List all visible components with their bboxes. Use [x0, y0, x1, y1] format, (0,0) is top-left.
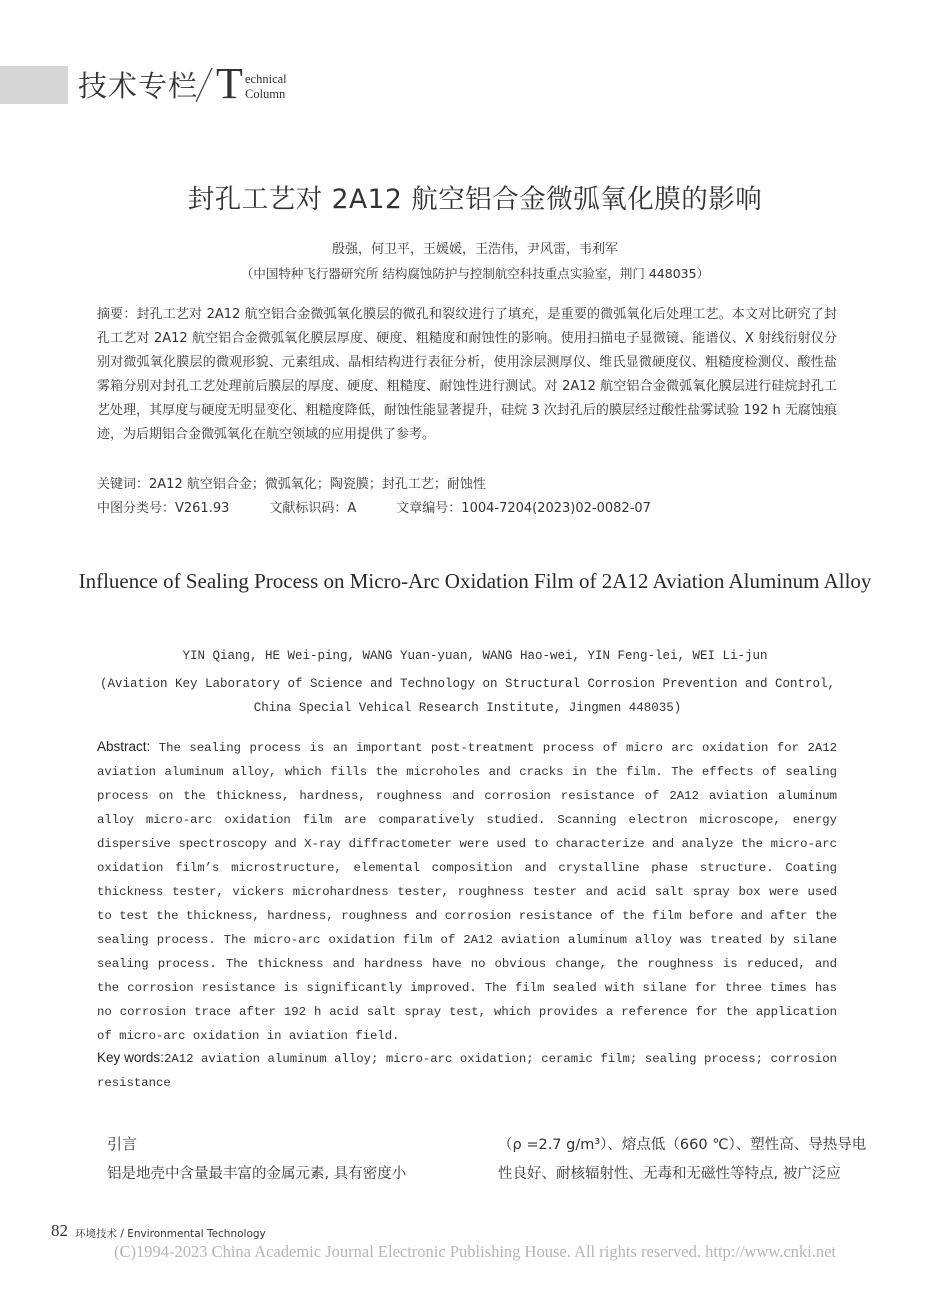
authors-cn: 殷强，何卫平，王媛媛，王浩伟，尹风雷，韦利军 — [331, 242, 618, 257]
keywords-cn-text: 2A12 航空铝合金；微弧氧化；陶瓷膜；封孔工艺；耐蚀性 — [149, 477, 486, 492]
affiliation-en: (Aviation Key Laboratory of Science and Technology on Structural Corrosion Prevention and Control, China Special Vehical Research Institute, Jingmen 448035) — [99, 677, 836, 715]
article-number: 文章编号：1004-7204(2023)02-0082-07 — [396, 501, 651, 516]
document-code: 文献标识码：A — [269, 501, 357, 516]
keywords-en — [97, 1046, 837, 1095]
section-title-en — [245, 72, 287, 102]
authors-en: YIN Qiang, HE Wei-ping, WANG Yuan-yuan, WANG Hao-wei, YIN Feng-lei, WEI Li-jun — [182, 649, 768, 663]
body-text-column2-line1: （ρ =2.7 g/m³）、熔点低（660 ℃）、塑性高、导热导电 — [498, 1137, 867, 1153]
section-title-en-line1: echnical — [245, 72, 287, 86]
header-gray-bar — [0, 66, 68, 104]
page-number: 82 — [51, 1221, 68, 1240]
section-title-cn: 技术专栏 — [78, 69, 199, 103]
section-heading-introduction: 引言 — [107, 1135, 138, 1153]
abstract-cn-text: 封孔工艺对 2A12 航空铝合金微弧氧化膜层的微孔和裂纹进行了填充，是重要的微弧氧化后处理工艺。本文对比研究了封孔工艺对 2A12 航空铝合金微弧氧化膜层厚度、硬度、粗糙度和耐蚀性的影响。使用扫描电子显微镜、能谱仪、X 射线衍射仪分别对微弧氧化膜层的微观形貌、元素组成、晶相结构进行表征分析，使用涂层测厚仪、维氏显微硬度仪、粗糙度检测仪、酸性盐雾箱分别对封孔工艺处理前后膜层的厚度、硬度、粗糙度、耐蚀性进行测试。对 2A12 航空铝合金微弧氧化膜层进行硅烷封孔工艺处理，其厚度与硬度无明显变化、粗糙度降低，耐蚀性能显著提升，硅烷 3 次封孔后的膜层经过酸性盐雾试验 192 h 无腐蚀痕迹，为后期铝合金微弧氧化在航空领域的应用提供了参考。 — [97, 307, 837, 442]
section-initial-letter: T — [216, 59, 243, 108]
clc-number: 中图分类号：V261.93 — [97, 501, 230, 516]
paper-title-en: Influence of Sealing Process on Micro-Arc Oxidation Film of 2A12 Aviation Aluminum Alloy — [78, 569, 872, 593]
abstract-en — [97, 735, 837, 1048]
copyright-watermark: (C)1994-2023 China Academic Journal Electronic Publishing House. All rights reserved. http://www.cnki.net — [113, 1242, 837, 1261]
keywords-en-text: 2A12 aviation aluminum alloy; micro-arc oxidation; ceramic film; sealing process; corrosion resistance — [97, 1052, 837, 1090]
keywords-cn — [97, 473, 837, 497]
affiliation-cn: （中国特种飞行器研究所 结构腐蚀防护与控制航空科技重点实验室，荆门 448035） — [240, 266, 710, 281]
paper-title-cn: 封孔工艺对 2A12 航空铝合金微弧氧化膜的影响 — [187, 184, 763, 215]
abstract-en-text: The sealing process is an important post-treatment process of micro arc oxidation for 2A12 aviation aluminum alloy, which fills the microholes and cracks in the film. The effects of sealing process on the thickness, hardness, roughness and corrosion resistance of 2A12 aviation aluminum alloy micro-arc oxidation film are comparatively studied. Scanning electron microscope, energy dispersive spectroscopy and X-ray diffractometer were used to characterize and analyze the micro-arc oxidation film’s microstructure, elemental composition and crystalline phase structure. Coating thickness tester, vickers microhardness tester, roughness tester and acid salt spray box were used to test the thickness, hardness, roughness and corrosion resistance of the film before and after the sealing process. The micro-arc oxidation film of 2A12 aviation aluminum alloy was treated by silane sealing process. The thickness and hardness have no obvious change, the roughness is reduced, and the corrosion resistance is significantly improved. The film sealed with silane for three times has no corrosion trace after 192 h acid salt spray test, which provides a reference for the application of micro-arc oxidation in aviation field. — [97, 741, 837, 1043]
classification-line — [97, 497, 651, 521]
body-text-column1: 铝是地壳中含量最丰富的金属元素, 具有密度小 — [107, 1166, 407, 1182]
journal-name: 环境技术 / Environmental Technology — [75, 1228, 266, 1240]
abstract-cn — [97, 303, 837, 447]
section-title-en-line2: Column — [245, 87, 286, 101]
abstract-cn-label: 摘要： — [97, 307, 137, 322]
keywords-en-label: Key words: — [97, 1050, 164, 1065]
abstract-en-label: Abstract: — [97, 739, 151, 754]
body-text-column2-line2: 性良好、耐核辐射性、无毒和无磁性等特点, 被广泛应 — [498, 1166, 841, 1182]
keywords-cn-label: 关键词： — [97, 477, 150, 492]
header-slash-divider — [193, 64, 215, 106]
